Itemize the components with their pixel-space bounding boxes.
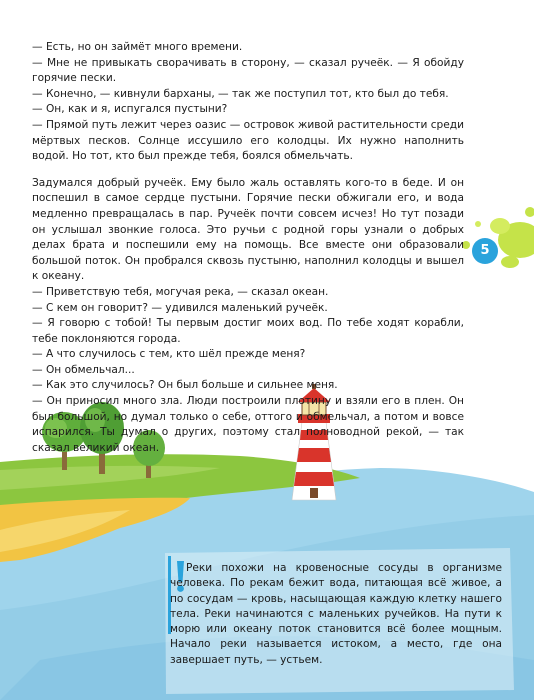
story-paragraph: Задумался добрый ручеёк. Ему было жаль оставлять кого-то в беде. И он поспешил в самое сердце пустыни. Горячие пески обжигали его, и вода медленно превращалась в пар. Ручеёк почти совсем исчез! Но тут позади он услышал звонкие голоса. Это ручьи с родной горы узнали о добрых делах брата и поспешили ему на помощь. Все вместе они образовали большой поток. Он пробрался сквозь пустыню, наполнил колодцы и вышел к океану. bbox=[32, 176, 464, 283]
story-paragraph: — Как это случилось? Он был больше и сильнее меня. bbox=[32, 379, 338, 392]
page-number: 5 bbox=[480, 243, 490, 258]
story-paragraph: — А что случилось с тем, кто шёл прежде меня? bbox=[32, 348, 306, 361]
fact-text: Реки похожи на кровеносные сосуды в организме человека. По рекам бежит вода, питающая всё живое, а по сосудам — кровь, насыщающая каждую клетку нашего тела. Реки начинаются с маленьких ручейков. На пути к морю или океану поток становится всё более мощным. Начало реки называется истоком, а место, где она завершает путь, — устьем. bbox=[170, 562, 502, 666]
story-paragraph: — Конечно, — кивнули барханы, — так же поступил тот, кто был до тебя. bbox=[32, 87, 449, 100]
story-paragraph: — Я говорю с тобой! Ты первым достиг моих вод. По тебе ходят корабли, тебе поклоняются города. bbox=[32, 317, 464, 345]
story-paragraph: — Есть, но он займёт много времени. bbox=[32, 41, 243, 53]
story-paragraph: — Он приносил много зла. Люди построили плотину и взяли его в плен. Он был большой, но думал только о себе, оттого и обмельчал, а потом и вовсе испарился. Ты думал о других, поэтому стал полноводной рекой, — так сказал великий океан. bbox=[32, 395, 464, 454]
story-text bbox=[32, 40, 464, 456]
story-paragraph: — Мне не привыкать сворачивать в сторону, — сказал ручеёк. — Я обойду горячие пески. bbox=[32, 56, 464, 85]
story-paragraph: — Приветствую тебя, могучая река, — сказал океан. bbox=[32, 285, 329, 298]
fact-box bbox=[170, 561, 502, 668]
story-paragraph: — Он, как и я, испугался пустыни? bbox=[32, 103, 228, 116]
story-paragraph: — Он обмельчал... bbox=[32, 363, 135, 376]
story-paragraph: — С кем он говорит? — удивился маленький ручеёк. bbox=[32, 301, 328, 314]
story-paragraph: — Прямой путь лежит через оазис — островок живой растительности среди мёртвых песков. Солнце иссушило его колодцы. Их нужно наполнить водой. Но тот, кто был прежде тебя, боялся обмельчать. bbox=[32, 118, 464, 163]
